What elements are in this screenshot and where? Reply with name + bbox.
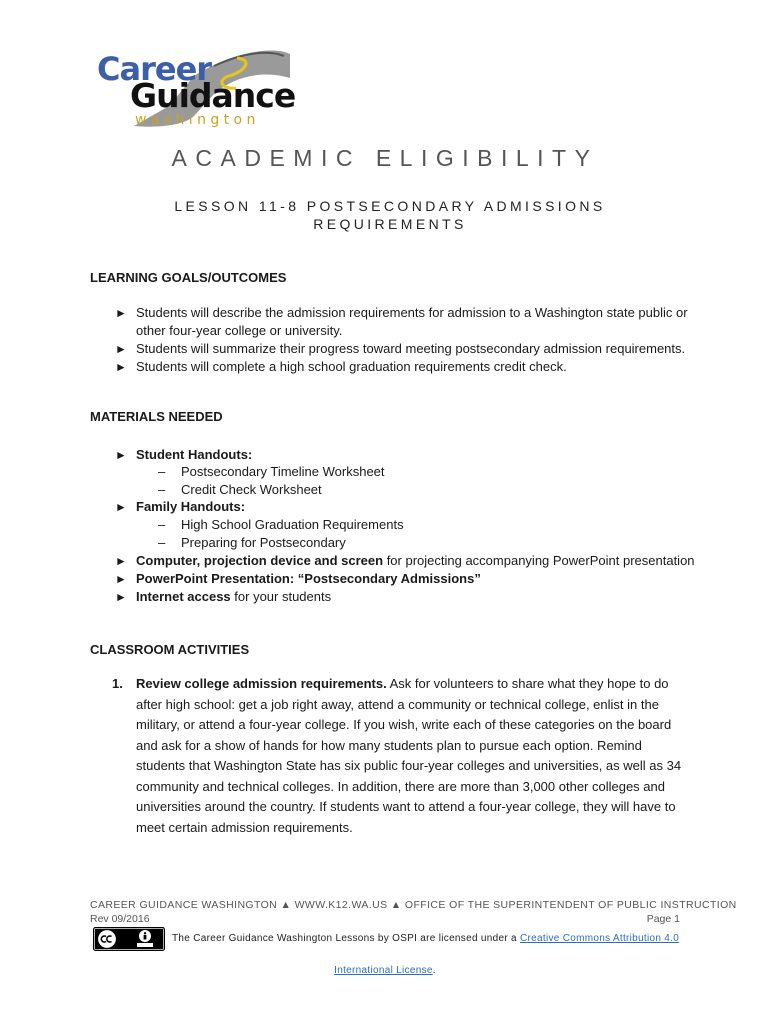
material-subitem — [158, 463, 385, 481]
bullet-arrow-icon: ► — [115, 306, 127, 320]
materials-heading: MATERIALS NEEDED — [90, 409, 223, 424]
career-guidance-logo — [92, 46, 296, 132]
internet-label: Internet access — [136, 589, 231, 604]
page-number: Page 1 — [646, 913, 680, 925]
dash-marker: – — [158, 535, 166, 550]
footer-revision-line — [90, 913, 680, 925]
bullet-arrow-icon: ► — [115, 590, 127, 604]
student-handouts-label: Student Handouts: — [136, 447, 253, 462]
footer-organization-line: CAREER GUIDANCE WASHINGTON ▲ WWW.K12.WA.US ▲ OFFICE OF THE SUPERINTENDENT OF PUBLIC INSTRUCTION — [90, 899, 737, 911]
activity-number: 1. — [112, 676, 123, 691]
internet-text: for your students — [230, 589, 332, 604]
bullet-arrow-icon: ► — [115, 572, 127, 586]
page-title: ACADEMIC ELIGIBILITY — [171, 145, 599, 171]
goal-text: Students will complete a high school graduation requirements credit check. — [136, 359, 567, 374]
dash-marker: – — [158, 482, 166, 497]
learning-goals-heading: LEARNING GOALS/OUTCOMES — [90, 270, 287, 285]
material-subitem — [158, 534, 346, 552]
goal-text: Students will describe the admission requirements for admission to a Washington state public or other four-year college or university. — [136, 305, 688, 338]
family-handouts-label: Family Handouts: — [136, 499, 246, 514]
material-subitem — [158, 516, 404, 534]
activity-text: Ask for volunteers to share what they hope to do after high school: get a job right away, attend a community or technical college, enlist in the military, or attend a four-year college. If you wish, write each of these categories on the board and ask for a show of hands for how many students plan to pursue each option. Remind students that Washington State has six public four-year colleges and universities, as well as 34 community and technical colleges. In addition, there are more than 3,000 other colleges and universities around the country. If students want to attend a four-year college, they will have to meet certain admission requirements. — [136, 676, 682, 835]
license-link[interactable]: Creative Commons Attribution 4.0 — [520, 933, 680, 944]
classroom-activities-heading: CLASSROOM ACTIVITIES — [90, 642, 250, 657]
bullet-arrow-icon: ► — [115, 500, 127, 514]
license-text — [172, 933, 679, 944]
material-subitem-text: Postsecondary Timeline Worksheet — [181, 464, 385, 479]
bullet-arrow-icon: ► — [115, 554, 127, 568]
activity-title: Review college admission requirements. — [136, 676, 387, 691]
dash-marker: – — [158, 517, 166, 532]
bullet-arrow-icon: ► — [115, 342, 127, 356]
license-prefix: The Career Guidance Washington Lessons by OSPI are licensed under a — [172, 933, 520, 944]
dash-marker: – — [158, 464, 166, 479]
bullet-arrow-icon: ► — [115, 360, 127, 374]
powerpoint-label: PowerPoint Presentation: “Postsecondary Admissions” — [136, 571, 481, 586]
revision-date: Rev 09/2016 — [90, 913, 150, 925]
logo-word-guidance: Guidance — [130, 76, 296, 115]
bullet-arrow-icon: ► — [115, 448, 127, 462]
computer-label: Computer, projection device and screen — [136, 553, 384, 568]
lesson-subtitle: LESSON 11-8 POSTSECONDARY ADMISSIONS REQUIREMENTS — [174, 198, 606, 232]
material-subitem-text: High School Graduation Requirements — [181, 517, 404, 532]
license-link-continued[interactable]: International License — [334, 965, 433, 976]
logo-word-washington: washington — [135, 112, 260, 128]
license-end: . — [432, 965, 436, 976]
license-text-continued — [0, 965, 770, 976]
computer-text: for projecting accompanying PowerPoint presentation — [383, 553, 695, 568]
material-subitem-text: Credit Check Worksheet — [181, 482, 322, 497]
logo-word-career: Career — [97, 50, 212, 88]
material-subitem — [158, 481, 322, 499]
creative-commons-badge-icon[interactable] — [93, 927, 165, 951]
material-subitem-text: Preparing for Postsecondary — [181, 535, 346, 550]
goal-text: Students will summarize their progress toward meeting postsecondary admission requirements. — [136, 341, 686, 356]
